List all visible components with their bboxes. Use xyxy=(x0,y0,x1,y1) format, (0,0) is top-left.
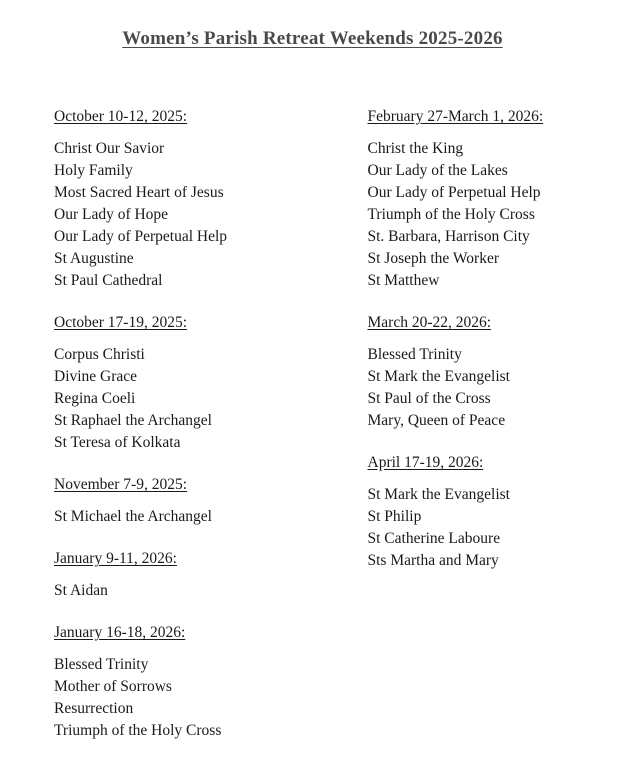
list-item: Regina Coeli xyxy=(54,390,136,407)
parish-list xyxy=(54,580,320,602)
parish-list xyxy=(54,344,320,454)
list-item: Our Lady of Hope xyxy=(54,206,169,223)
retreat-date-heading: April 17-19, 2026: xyxy=(367,454,484,471)
parish-list xyxy=(54,506,320,528)
schedule-columns xyxy=(0,108,625,742)
list-item: St Michael the Archangel xyxy=(54,508,212,525)
parish-list xyxy=(368,344,586,432)
retreat-date-heading: March 20-22, 2026: xyxy=(367,314,492,331)
list-item: St Matthew xyxy=(367,272,440,289)
schedule-column-right xyxy=(320,108,586,742)
retreat-group xyxy=(368,108,586,292)
list-item: Our Lady of Perpetual Help xyxy=(54,228,228,245)
retreat-group xyxy=(368,314,586,432)
retreat-group xyxy=(368,454,586,572)
list-item: St Mark the Evangelist xyxy=(367,368,510,385)
list-item: St Mark the Evangelist xyxy=(367,486,510,503)
parish-list xyxy=(54,654,320,742)
list-item: St Joseph the Worker xyxy=(367,250,499,267)
retreat-group xyxy=(54,550,320,602)
list-item: Christ Our Savior xyxy=(54,140,165,157)
retreat-group xyxy=(54,476,320,528)
list-item: Most Sacred Heart of Jesus xyxy=(54,184,224,201)
list-item: Corpus Christi xyxy=(54,346,145,363)
list-item: Sts Martha and Mary xyxy=(367,552,499,569)
list-item: St Paul Cathedral xyxy=(54,272,163,289)
list-item: Mary, Queen of Peace xyxy=(367,412,506,429)
list-item: Resurrection xyxy=(54,700,134,717)
list-item: Blessed Trinity xyxy=(367,346,462,363)
list-item: St Philip xyxy=(367,508,422,525)
retreat-group xyxy=(54,624,320,742)
retreat-date-heading: January 9-11, 2026: xyxy=(54,550,177,567)
list-item: St Augustine xyxy=(54,250,134,267)
page-title: Women’s Parish Retreat Weekends 2025-2026 xyxy=(122,28,503,49)
parish-list xyxy=(54,138,320,292)
schedule-column-left xyxy=(54,108,320,742)
list-item: St Teresa of Kolkata xyxy=(54,434,181,451)
list-item: St. Barbara, Harrison City xyxy=(367,228,530,245)
list-item: Our Lady of Perpetual Help xyxy=(367,184,541,201)
retreat-date-heading: February 27-March 1, 2026: xyxy=(367,108,544,125)
list-item: Holy Family xyxy=(54,162,133,179)
list-item: Divine Grace xyxy=(54,368,138,385)
retreat-group xyxy=(54,108,320,292)
list-item: Christ the King xyxy=(367,140,464,157)
parish-list xyxy=(368,484,586,572)
list-item: St Aidan xyxy=(54,582,108,599)
list-item: Mother of Sorrows xyxy=(54,678,172,695)
list-item: Blessed Trinity xyxy=(54,656,149,673)
list-item: St Raphael the Archangel xyxy=(54,412,212,429)
parish-list xyxy=(368,138,586,292)
retreat-group xyxy=(54,314,320,454)
retreat-date-heading: October 17-19, 2025: xyxy=(54,314,188,331)
document-page xyxy=(0,28,625,758)
retreat-date-heading: January 16-18, 2026: xyxy=(54,624,186,641)
list-item: Triumph of the Holy Cross xyxy=(54,722,222,739)
list-item: Triumph of the Holy Cross xyxy=(367,206,535,223)
list-item: St Paul of the Cross xyxy=(367,390,491,407)
retreat-date-heading: November 7-9, 2025: xyxy=(54,476,188,493)
list-item: Our Lady of the Lakes xyxy=(367,162,508,179)
retreat-date-heading: October 10-12, 2025: xyxy=(54,108,188,125)
list-item: St Catherine Laboure xyxy=(367,530,501,547)
